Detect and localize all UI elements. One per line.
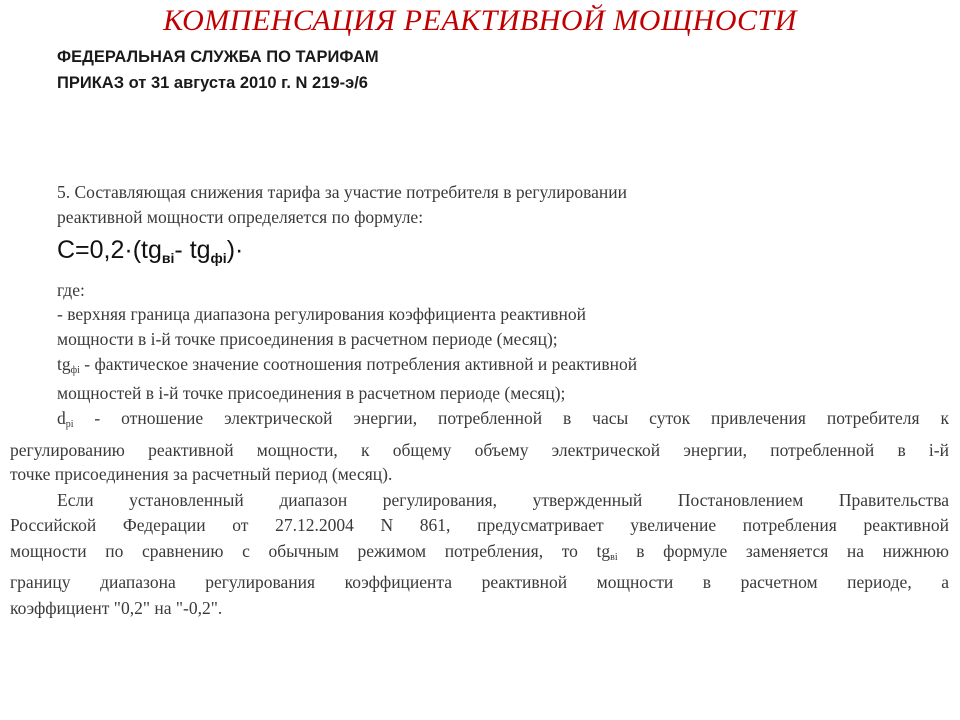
def2-rest: - фактическое значение соотношения потребления активной и реактивной	[79, 354, 638, 374]
def2-prefix: tg	[57, 354, 71, 374]
formula-sub1: вi	[161, 250, 175, 266]
def3-line3: точке присоединения за расчетный период (месяц).	[10, 464, 393, 484]
p6-line3	[10, 541, 949, 563]
header-order: ПРИКАЗ от 31 августа 2010 г. N 219-э/6	[57, 74, 368, 92]
where-label: где:	[57, 280, 85, 300]
def1-line1: - верхняя граница диапазона регулирования коэффициента реактивной	[57, 304, 586, 324]
p6-line3-b: в формуле заменяется на нижнюю	[617, 541, 949, 561]
p6-line1: Если установленный диапазон регулирования, утвержденный Постановлением Правительства	[57, 490, 949, 510]
formula-end: )·	[226, 236, 244, 264]
formula-mid: - tg	[174, 236, 211, 264]
def3-line1	[57, 408, 949, 430]
def2-line2: мощностей в i-й точке присоединения в расчетном периоде (месяц);	[57, 383, 566, 403]
p6-line2: Российской Федерации от 27.12.2004 N 861, предусматривает увеличение потребления реактивной	[10, 515, 949, 535]
slide-title: КОМПЕНСАЦИЯ РЕАКТИВНОЙ МОЩНОСТИ	[163, 4, 797, 37]
def1-line2: мощности в i-й точке присоединения в расчетном периоде (месяц);	[57, 329, 558, 349]
def3-prefix: d	[57, 408, 66, 428]
p6-line4: границу диапазона регулирования коэффициента реактивной мощности в расчетном периоде, а	[10, 572, 949, 592]
def2-sub: фi	[70, 365, 80, 376]
formula-main: С=0,2·(tg	[57, 236, 162, 264]
def2-line1	[57, 354, 637, 376]
p6-line5: коэффициент "0,2" на "-0,2".	[10, 598, 223, 618]
p5-line1: 5. Составляющая снижения тарифа за участие потребителя в регулировании	[57, 182, 628, 202]
def3-rest: - отношение электрической энергии, потребленной в часы суток привлечения потребителя к	[73, 408, 949, 428]
p6-line3-a: мощности по сравнению с обычным режимом потребления, то tg	[10, 541, 611, 561]
header-agency: ФЕДЕРАЛЬНАЯ СЛУЖБА ПО ТАРИФАМ	[57, 48, 379, 66]
formula-sub2: фi	[210, 250, 227, 266]
p6-line3-sub: вi	[610, 552, 618, 563]
p5-line2: реактивной мощности определяется по формуле:	[57, 207, 424, 227]
tariff-formula	[57, 236, 243, 266]
def3-sub: pi	[65, 419, 74, 430]
def3-line2: регулированию реактивной мощности, к общему объему электрической энергии, потребленной в i-й	[10, 440, 949, 460]
